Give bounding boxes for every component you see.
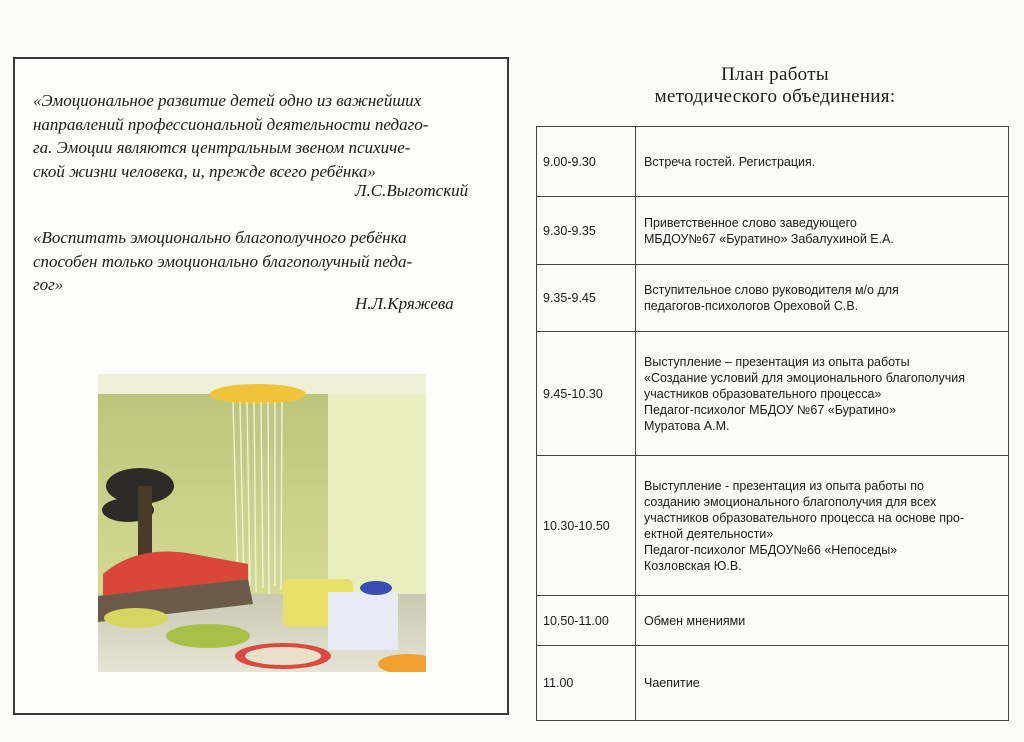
- schedule-time: 9.30-9.35: [537, 197, 636, 265]
- schedule-description: Чаепитие: [636, 646, 1009, 721]
- schedule-time: 9.35-9.45: [537, 265, 636, 332]
- schedule-row: [537, 197, 1009, 265]
- sensory-room-photo: [98, 374, 426, 672]
- plan-subtitle: методического объединения:: [654, 86, 896, 107]
- schedule-row: [537, 646, 1009, 721]
- schedule-time: 9.45-10.30: [537, 332, 636, 456]
- quote-author-kryazheva: Н.Л.Кряжева: [355, 294, 454, 313]
- schedule-row: [537, 456, 1009, 596]
- schedule-row: [537, 596, 1009, 646]
- schedule-time: 10.30-10.50: [537, 456, 636, 596]
- schedule-table: [536, 126, 1009, 721]
- schedule-row: [537, 265, 1009, 332]
- quote-vygotsky: «Эмоциональное развитие детей одно из важнейших направлений профессиональной деятельности педаго- га. Эмоции являются центральным звеном психиче- ской жизни человека, и, прежде всего ребёнка»: [33, 91, 429, 181]
- quote-kryazheva: «Воспитать эмоционально благополучного ребёнка способен только эмоционально благополучный педа- гог»: [33, 228, 413, 294]
- schedule-time: 10.50-11.00: [537, 596, 636, 646]
- quote-author-vygotsky: Л.С.Выготский: [355, 181, 469, 200]
- schedule-description: Выступление – презентация из опыта работы «Создание условий для эмоционального благополучия участников образовательного процесса» Педагог-психолог МБДОУ №67 «Буратино» Муратова А.М.: [636, 332, 1009, 456]
- schedule-time: 11.00: [537, 646, 636, 721]
- schedule-description: Встреча гостей. Регистрация.: [636, 127, 1009, 197]
- schedule-row: [537, 127, 1009, 197]
- schedule-description: Вступительное слово руководителя м/о для педагогов-психологов Ореховой С.В.: [636, 265, 1009, 332]
- schedule-time: 9.00-9.30: [537, 127, 636, 197]
- schedule-description: Выступление - презентация из опыта работы по созданию эмоционального благополучия для всех участников образовательного процесса на основе про- ектной деятельности» Педагог-психолог МБДОУ№66 «Непоседы» Козловская Ю.В.: [636, 456, 1009, 596]
- quotes-panel: [13, 57, 509, 715]
- schedule-description: Обмен мнениями: [636, 596, 1009, 646]
- schedule-description: Приветственное слово заведующего МБДОУ№67 «Буратино» Забалухиной Е.А.: [636, 197, 1009, 265]
- schedule-row: [537, 332, 1009, 456]
- plan-title: План работы: [721, 64, 829, 85]
